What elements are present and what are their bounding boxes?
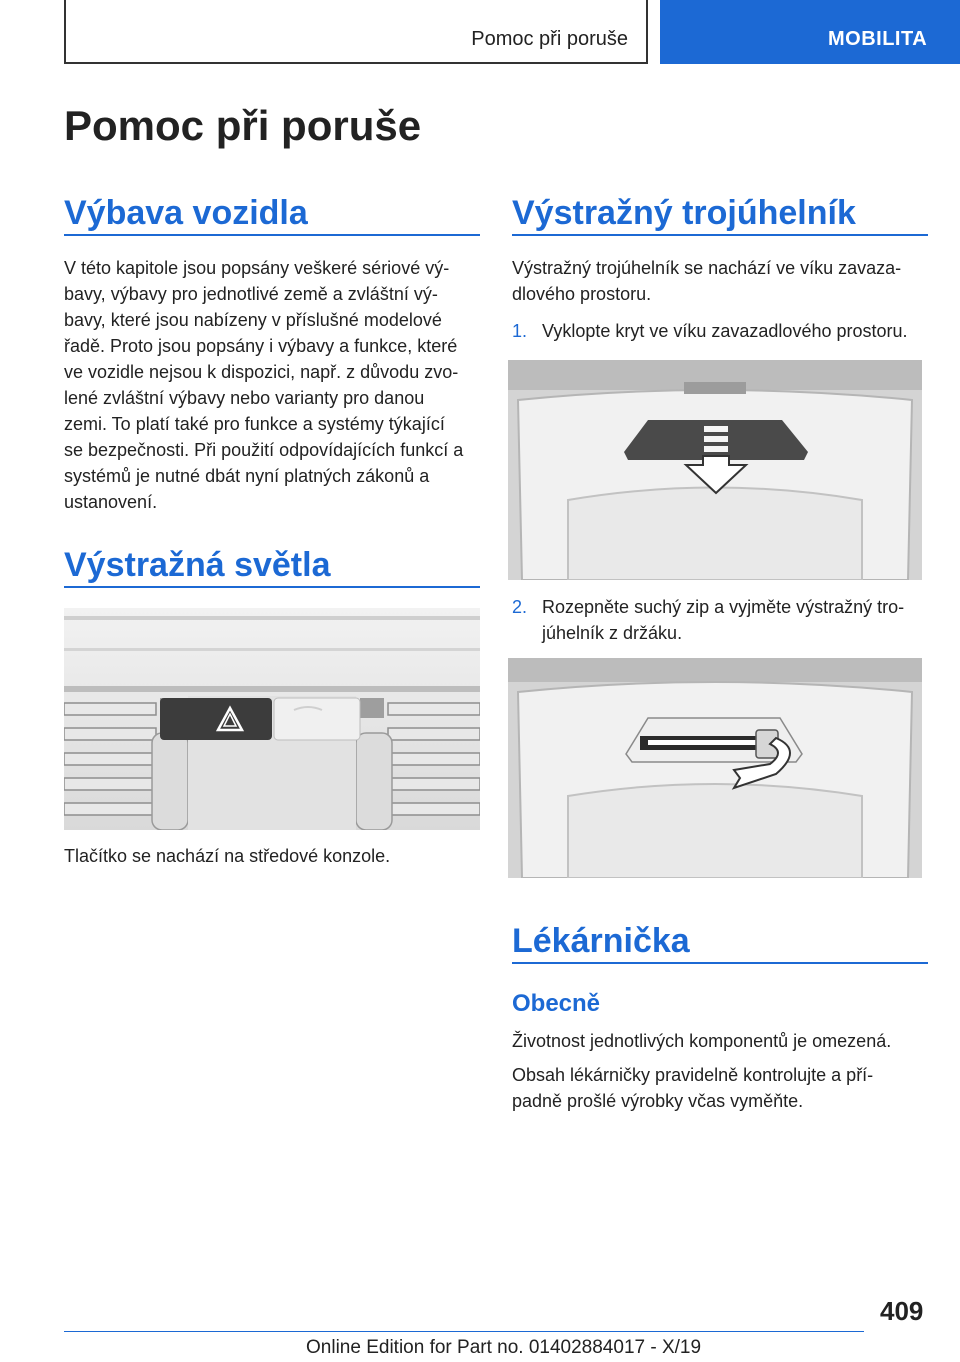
section-heading-trojuhelnik: Výstražný trojúhelník — [512, 194, 856, 232]
caption-svetla: Tlačítko se nachází na středové konzole. — [64, 846, 391, 866]
step-text — [542, 594, 934, 646]
header-chapter-tab — [660, 0, 960, 64]
text-line: zemi. To platí také pro funkce a systémy týkající — [64, 414, 445, 434]
subheading-obecne: Obecně — [512, 990, 601, 1017]
header-section-title: Pomoc při poruše — [471, 28, 628, 50]
text-line: bavy, které jsou nabízeny v příslušné modelové — [64, 310, 442, 330]
paragraph-lekarnicka-2 — [512, 1062, 932, 1114]
section-heading-vybava: Výbava vozidla — [64, 194, 308, 232]
triangle-holder-illustration — [508, 658, 922, 878]
page-number: 409 — [880, 1296, 924, 1326]
step-2 — [512, 594, 932, 646]
page-title: Pomoc při poruše — [64, 102, 422, 149]
step-number: 1. — [512, 321, 528, 341]
text-line: systémů je nutné dbát nyní platných zákonů a — [64, 466, 430, 486]
step-text: Vyklopte kryt ve víku zavazadlového prostoru. — [542, 321, 908, 341]
paragraph-vybava — [64, 255, 484, 515]
text-line: Rozepněte suchý zip a vyjměte výstražný tro‐ — [542, 597, 905, 617]
hazard-button — [160, 698, 272, 740]
text-line: se bezpečnosti. Při použití odpovídajících funkcí a — [64, 440, 464, 460]
section-heading-svetla: Výstražná světla — [64, 546, 331, 584]
text-line: Výstražný trojúhelník se nachází ve víku zavaza‐ — [512, 258, 902, 278]
text-line: ve vozidle nejsou k dispozici, např. z důvodu zvo‐ — [64, 362, 459, 382]
trunk-lid-cover-photo — [508, 360, 922, 580]
footer-edition: Online Edition for Part no. 01402884017 - X/19 — [306, 1337, 702, 1358]
header-section-box — [64, 0, 648, 64]
text-line: lené zvláštní výbavy nebo varianty pro danou — [64, 388, 425, 408]
paragraph-trojuhelnik — [512, 255, 932, 307]
triangle-holder-photo — [508, 658, 922, 878]
text-line: bavy, výbavy pro jednotlivé země a zvláštní vý‐ — [64, 284, 438, 304]
footer-rule — [64, 1331, 864, 1332]
section-rule — [512, 234, 928, 236]
text-line: padně prošlé výrobky včas vyměňte. — [512, 1091, 804, 1111]
section-heading-lekarnicka: Lékárnička — [512, 922, 690, 960]
text-line: júhelník z držáku. — [542, 623, 683, 643]
trunk-lid-illustration — [508, 360, 922, 580]
section-rule — [64, 234, 480, 236]
step-number: 2. — [512, 597, 528, 617]
step-1 — [512, 318, 932, 344]
hazard-button-illustration — [64, 608, 480, 830]
text-line: V této kapitole jsou popsány veškeré sériové vý‐ — [64, 258, 450, 278]
hazard-button-photo — [64, 608, 480, 830]
paragraph-lekarnicka-1: Životnost jednotlivých komponentů je omezená. — [512, 1031, 892, 1051]
section-rule — [64, 586, 480, 588]
text-line: dlového prostoru. — [512, 284, 652, 304]
section-rule — [512, 962, 928, 964]
header-chapter-label: MOBILITA — [828, 28, 928, 50]
text-line: Obsah lékárničky pravidelně kontrolujte a pří‐ — [512, 1065, 874, 1085]
text-line: ustanovení. — [64, 492, 158, 512]
text-line: řadě. Proto jsou popsány i výbavy a funkce, které — [64, 336, 458, 356]
